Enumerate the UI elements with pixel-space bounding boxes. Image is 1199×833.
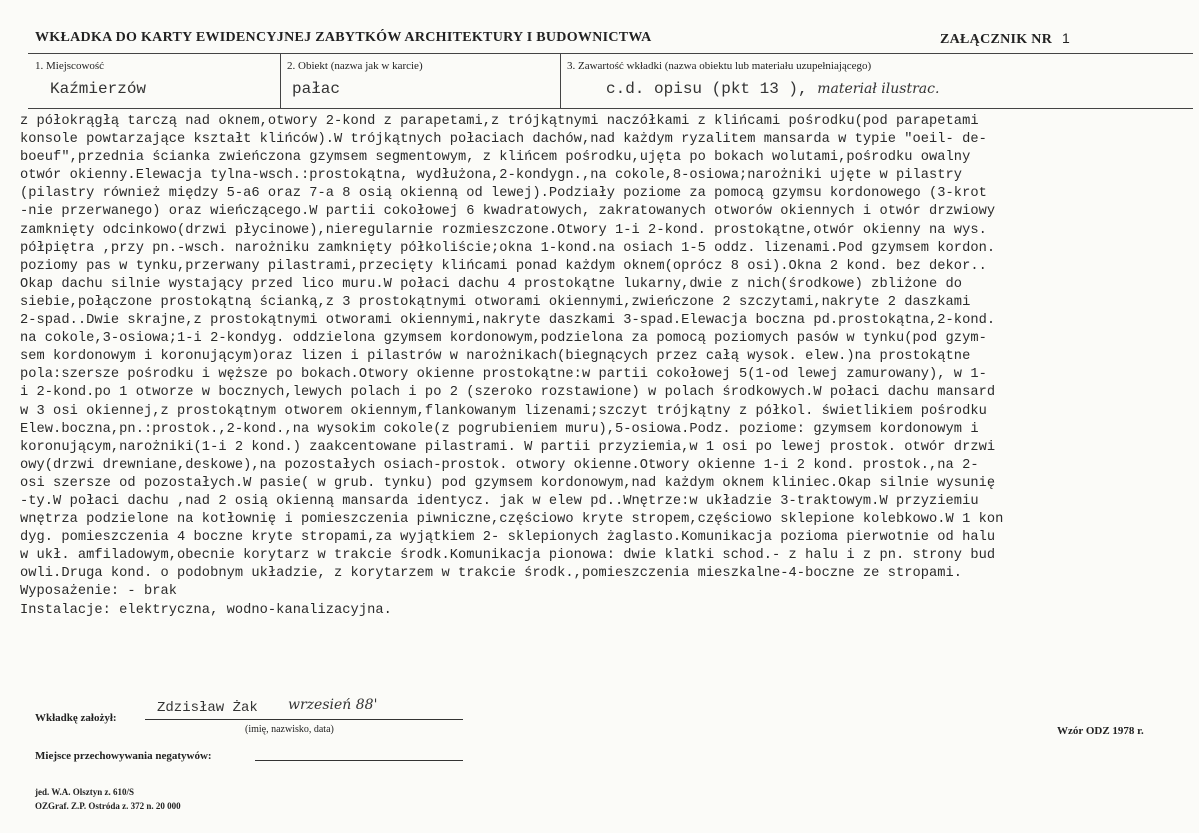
text-line: 2-spad..Dwie skrajne,z prostokątnymi otworami okiennymi,nakryte daszkami 3-spad.Elewacja boczna pd.prostokątna,2-kond.: [20, 313, 996, 329]
print-info-1: jed. W.A. Olsztyn z. 610/S: [35, 787, 135, 797]
created-by-date: wrzesień 88': [288, 697, 378, 713]
text-line: pola:szersze pośrodku i węższe po bokach.Otwory okienne prostokątne:w partii cokołowej 5(1-od lewej zamurowany), w 1-: [20, 367, 987, 383]
installations-line: Instalacje: elektryczna, wodno-kanalizacyjna.: [20, 602, 392, 618]
text-line: na cokole,3-osiowa;1-i 2-kondyg. oddzielona gzymsem kordonowym,podzielona za pomocą poziomych pasów w tynku(pod gzym-: [20, 331, 987, 347]
text-line: owli.Druga kond. o podobnym układzie, z korytarzem w trakcie środk.,pomieszczenia mieszkalne-4-boczne ze stropami.: [20, 566, 963, 582]
text-line: koronującym,narożniki(1-i 2 kond.) zaakcentowane pilastrami. W partii przyziemia,w 1 osi po lewej prostok. otwór drzwi: [20, 439, 996, 455]
annex-label-text: ZAŁĄCZNIK NR: [940, 32, 1053, 47]
text-line: z półokrągłą tarczą nad oknem,otwory 2-kond z parapetami,z trójkątnymi naczółkami z klińcami pośrodku(pod parapetami: [20, 114, 979, 129]
text-line: osi szersze od pozostałych.W pasie( w grub. tynku) pod gzymsem kordonowym,nad każdym oknem kliniec.Okap silnie wysunię: [20, 475, 996, 491]
place-cell: [28, 54, 281, 108]
created-by-line: [145, 719, 463, 720]
text-line: półpiętra ,przy pn.-wsch. narożniku zamknięty półkoliście;okna 1-kond.na osiach 1-5 oddz. lizenami.Pod gzymsem kordon.: [20, 240, 996, 256]
text-line: wnętrza podzielone na kotłownię i pomieszczenia piwniczne,częściowo kryte stropem,częściowo sklepione kolebkowo.W 1 kon: [20, 512, 1004, 528]
object-label: 2. Obiekt (nazwa jak w karcie): [287, 60, 423, 72]
created-by-label: Wkładkę założył:: [35, 712, 117, 724]
text-line: dyg. pomieszczenia 4 boczne kryte stropami,za wyjątkiem 2- sklepionych żaglasto.Komunikacja pozioma pierwotnie od halu: [20, 530, 996, 546]
print-info-2: OZGraf. Z.P. Ostróda z. 372 n. 20 000: [35, 801, 181, 811]
created-by-hint: (imię, nazwisko, data): [245, 724, 334, 735]
text-line: owy(drzwi drewniane,deskowe),na pozostałych osiach-prostok. otwory okienne.Otwory okienne 1-i 2 kond. prostok.,na 2-: [20, 457, 979, 473]
place-value: Kaźmierzów: [50, 80, 147, 98]
text-line: w 3 osi okiennej,z prostokątnym otworem okiennym,flankowanym lizenami;szczyt trójkątny z półkol. świetlikiem pośrodku: [20, 403, 987, 419]
text-line: konsole powtarzające kształt klińców).W trójkątnych połaciach dachów,nad każdym ryzalitem mansarda w typie "oeil- de-: [20, 132, 987, 148]
annex-number: 1: [1061, 30, 1071, 46]
content-value: [606, 80, 939, 98]
text-line: siebie,połączone prostokątną ścianką,z 3 prostokątnymi otworami okiennymi,zwieńczone 2 szczytami,nakryte 2 daszkami: [20, 294, 971, 310]
text-line: i 2-kond.po 1 otworze w bocznych,lewych polach i po 2 (szeroko rozstawione) w polach środkowych.W połaci dachu mansard: [20, 385, 996, 401]
content-value-typed: c.d. opisu (pkt 13 ),: [606, 80, 808, 98]
text-line: -nie przerwanego) oraz wieńczącego.W partii cokołowej 6 kwadratowych, zakratowanych otworów okiennych i otwór drzwiowy: [20, 204, 996, 220]
place-label: 1. Miejscowość: [35, 60, 105, 72]
card-title: WKŁADKA DO KARTY EWIDENCYJNEJ ZABYTKÓW ARCHITEKTURY I BUDOWNICTWA: [35, 30, 652, 45]
text-line: Elew.boczna,pn.:prostok.,2-kond.,na wysokim cokole(z pogrubieniem muru),5-osiowa.Podz. poziome: gzymsem kordonowym i: [20, 421, 979, 437]
text-line: (pilastry również między 5-a6 oraz 7-a 8 osią okienną od lewej).Podziały poziome za pomocą gzymsu kordonowego (3-krot: [20, 186, 987, 202]
form-model: Wzór ODZ 1978 r.: [1057, 725, 1144, 737]
negatives-location-label: Miejsce przechowywania negatywów:: [35, 750, 212, 762]
text-line: boeuf",przednia ścianka zwieńczona gzymsem segmentowym, z klińcem pośrodku,ujęta po bokach wolutami,pośrodku owalny: [20, 150, 971, 166]
text-line: zamknięty odcinkowo(drzwi płycinowe),nieregularnie rozmieszczone.Otwory 1-i 2-kond. prostokątne,otwór okienny na wys.: [20, 222, 987, 238]
description-text: [20, 113, 1192, 620]
text-line: sem kordonowym i koronującym)oraz lizen i pilastrów w narożnikach(biegnących przez całą wysok. elew.)na prostokątne: [20, 349, 971, 365]
header-fields-table: [28, 53, 1193, 109]
text-line: poziomy pas w tynku,przerwany pilastrami,przecięty klińcami ponad każdym oknem(oprócz 8 osi).Okna 2 kond. bez dekor..: [20, 258, 987, 274]
negatives-location-line: [255, 760, 463, 761]
text-line: -ty.W połaci dachu ,nad 2 osią okienną mansarda identycz. jak w elew pd..Wnętrze:w układzie 3-traktowym.W przyziemiu: [20, 493, 979, 509]
annex-label: [940, 30, 1070, 48]
text-line: w ukł. amfiladowym,obecnie korytarz w trakcie środk.Komunikacja pionowa: dwie klatki schod.- z halu i z pn. strony bud: [20, 548, 996, 564]
equipment-line: Wyposażenie: - brak: [20, 584, 178, 600]
object-cell: [280, 54, 561, 108]
content-label: 3. Zawartość wkładki (nazwa obiektu lub materiału uzupełniającego): [567, 60, 872, 72]
text-line: otwór okienny.Elewacja tylna-wsch.:prostokątna, wydłużona,2-kondygn.,na cokole,8-osiowa;narożniki ujęte w pilastry: [20, 168, 963, 184]
content-cell: [560, 54, 1193, 108]
text-line: Okap dachu silnie wystający przed lico muru.W połaci dachu 4 prostokątne lukarny,dwie z nich(środkowe) zbliżone do: [20, 276, 963, 292]
object-value: pałac: [292, 80, 341, 98]
created-by-name: Zdzisław Żak: [157, 700, 258, 716]
content-value-handwritten: materiał ilustrac.: [817, 81, 940, 97]
